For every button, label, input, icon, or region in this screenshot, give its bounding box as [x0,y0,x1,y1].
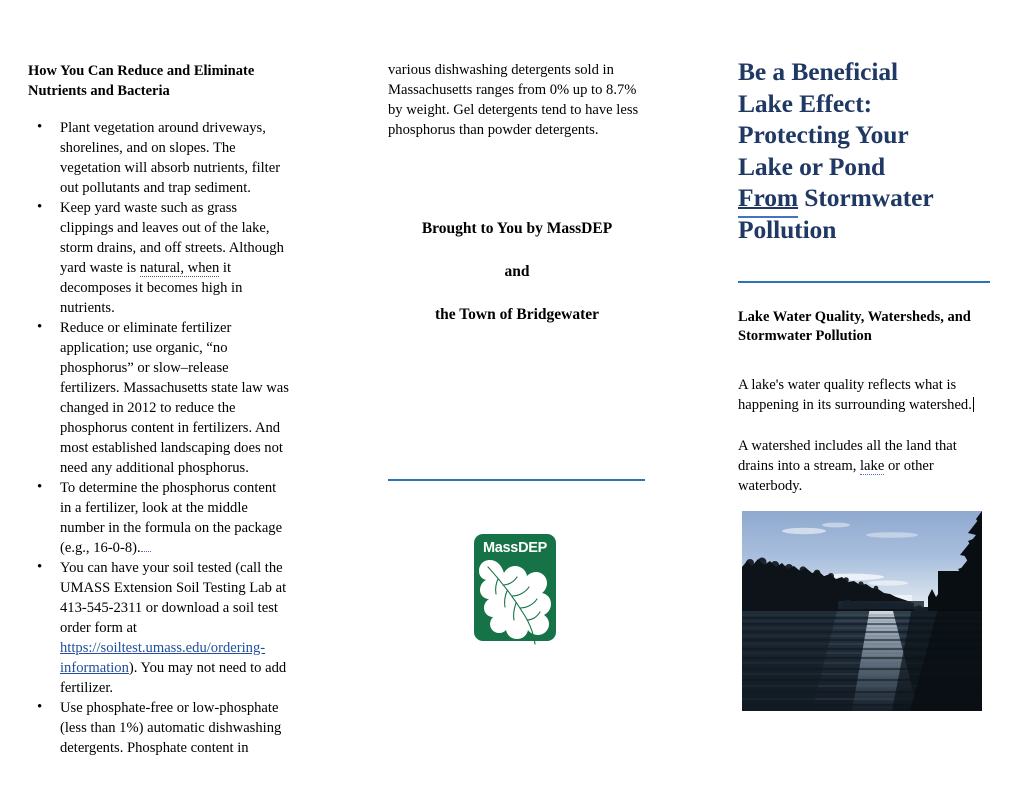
title-line-1: Be a Beneficial [738,57,898,86]
list-item-text: Keep yard waste such as grass clippings and leaves out of the lake, storm drains, and off streets. Although yard waste is [60,200,284,276]
reduce-eliminate-list [28,118,290,758]
list-item [28,698,290,758]
list-item-text: Plant vegetation around driveways, shorelines, and on slopes. The vegetation will absorb nutrients, filter out pollutants and trap sediment. [60,120,281,196]
list-item-text-tail: ). You may not need to add fertilizer. [60,660,287,696]
credit-line-town: the Town of Bridgewater [434,306,600,323]
massdep-logo [474,534,556,641]
paragraph-text-tail: or other waterbody. [738,457,934,494]
column-middle [388,0,646,801]
column-left [28,0,290,801]
title-marked-word: From [738,183,799,212]
list-item [28,198,290,318]
list-item-text: To determine the phosphorus content in a fertilizer, look at the middle number in the formula on the package (e.g., 16-0-8). [60,480,283,556]
section-subheading: Lake Water Quality, Watersheds, and Stormwater Pollution [738,309,971,344]
divider-right-column [738,281,990,283]
grammar-marked-text: natural, when [139,260,220,276]
paragraph-text: A watershed includes all the land that drains into a stream, [738,437,957,474]
list-item [28,318,290,478]
list-item [28,478,290,558]
title-line-5-rest: Stormwater [798,183,934,212]
divider-middle-column [388,479,645,481]
oak-leaf-icon [476,554,556,646]
lake-shoreline-photo [742,511,982,711]
column-left-heading: How You Can Reduce and Eliminate Nutrients and Bacteria [28,63,255,99]
smart-tag-marker [141,551,151,552]
soil-test-order-form-link[interactable]: https://soiltest.umass.edu/ordering-information [60,640,266,676]
title-line-4: Lake or Pond [738,151,886,181]
title-line-6: Pollution [738,214,837,244]
credits-block [388,219,646,325]
paragraph-water-quality [738,375,988,415]
paragraph-text: A lake's water quality reflects what is happening in its surrounding watershed. [738,376,972,413]
massdep-wordmark: MassDEP [483,540,547,556]
title-line-3: Protecting Your [738,120,909,149]
list-item-text: Reduce or eliminate fertilizer application; use organic, “no phosphorus” or slow–release fertilizers. Massachusetts state law was changed in 2012 to reduce the phosphorus content in fertilizers. And most established landscaping does not need any additional phosphorus. [60,320,289,476]
grammar-marked-text: lake [860,457,885,474]
detergent-continuation-paragraph: various dishwashing detergents sold in Massachusetts ranges from 0% up to 8.7% by weight. Gel detergents tend to have less phosphorus than powder detergents. [388,62,639,138]
brochure-title [738,56,994,245]
list-item-text: You can have your soil tested (call the UMASS Extension Soil Testing Lab at 413-545-2311 or download a soil test order form at [60,560,287,636]
list-item-text: Use phosphate-free or low-phosphate (less than 1%) automatic dishwashing detergents. Phosphate content in [60,700,282,756]
title-line-2: Lake Effect: [738,88,873,118]
list-item [28,558,290,698]
list-item [28,118,290,198]
text-cursor [973,397,974,412]
credit-line-massdep: Brought to You by MassDEP [421,220,613,237]
list-item-text-tail: it decomposes it becomes high in nutrients. [60,260,243,316]
paragraph-watershed [738,436,988,496]
credit-line-and: and [504,263,530,280]
